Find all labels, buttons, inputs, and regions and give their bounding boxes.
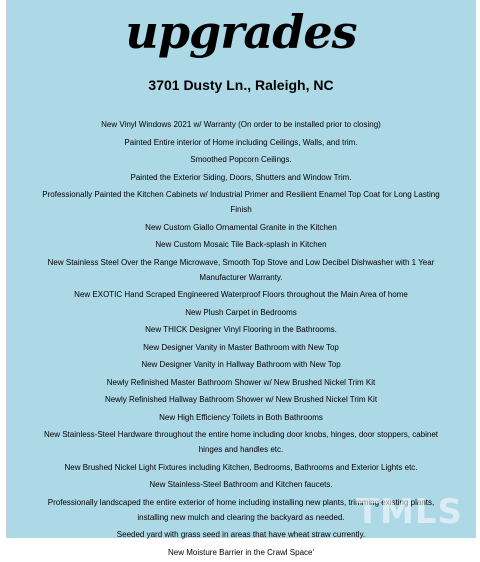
upgrade-item: New Moisture Barrier in the Crawl Space' bbox=[167, 547, 315, 557]
upgrade-item: Smoothed Popcorn Ceilings. bbox=[190, 155, 292, 164]
upgrade-item: New Custom Mosaic Tile Back-splash in Kitchen bbox=[155, 240, 327, 249]
upgrade-item: New Brushed Nickel Light Fixtures including Kitchen, Bedrooms, Bathrooms and Exterior Lights etc. bbox=[64, 462, 418, 472]
upgrade-item: New Designer Vanity in Master Bathroom with New Top bbox=[143, 342, 339, 352]
upgrade-item: New High Efficiency Toilets in Both Bathrooms bbox=[159, 412, 323, 422]
document-title: upgrades bbox=[125, 5, 357, 59]
upgrade-item: New Vinyl Windows 2021 w/ Warranty (On order to be installed prior to closing) bbox=[101, 120, 381, 129]
property-address: 3701 Dusty Ln., Raleigh, NC bbox=[148, 77, 334, 93]
upgrade-item: Professionally Painted the Kitchen Cabinets w/ Industrial Primer and Resilient Enamel Top Coat for Long Lasting Finish bbox=[42, 190, 440, 214]
upgrade-item: Newly Refinished Hallway Bathroom Shower w/ New Brushed Nickel Trim Kit bbox=[104, 395, 378, 404]
upgrade-item: New THICK Designer Vinyl Flooring in the Bathrooms. bbox=[145, 325, 337, 334]
upgrade-item: Professionally landscaped the entire exterior of home including installing new plants, trimming existing plants, installing new mulch and clearing the backyard as needed. bbox=[47, 497, 435, 522]
upgrade-item: New Plush Carpet in Bedrooms bbox=[185, 307, 297, 317]
upgrade-item: Seeded yard with grass seed in areas that have wheat straw currently. bbox=[116, 530, 366, 539]
upgrade-item: New Designer Vanity in Hallway Bathroom with New Top bbox=[141, 360, 341, 369]
upgrade-item: Newly Refinished Master Bathroom Shower w/ New Brushed Nickel Trim Kit bbox=[106, 377, 376, 387]
upgrade-item: New Stainless Steel Over the Range Microwave, Smooth Top Stove and Low Decibel Dishwasher with 1 Year Manufacturer Warranty. bbox=[47, 257, 435, 282]
upgrade-item: Painted Entire interior of Home including Ceilings, Walls, and trim. bbox=[124, 137, 358, 147]
upgrade-item: New Stainless-Steel Bathroom and Kitchen faucets. bbox=[149, 480, 333, 489]
upgrade-item: New EXOTIC Hand Scraped Engineered Waterproof Floors throughout the Main Area of home bbox=[74, 290, 408, 299]
upgrade-item: New Stainless-Steel Hardware throughout the entire home including door knobs, hinges, door stoppers, cabinet hinges and handles etc. bbox=[43, 430, 438, 454]
upgrades-document bbox=[6, 0, 476, 557]
upgrades-list bbox=[41, 117, 441, 562]
upgrade-item: New Custom Giallo Ornamental Granite in the Kitchen bbox=[145, 222, 337, 232]
mls-watermark: TMLS bbox=[355, 492, 463, 532]
upgrade-item: Painted the Exterior Siding, Doors, Shutters and Window Trim. bbox=[130, 172, 352, 182]
